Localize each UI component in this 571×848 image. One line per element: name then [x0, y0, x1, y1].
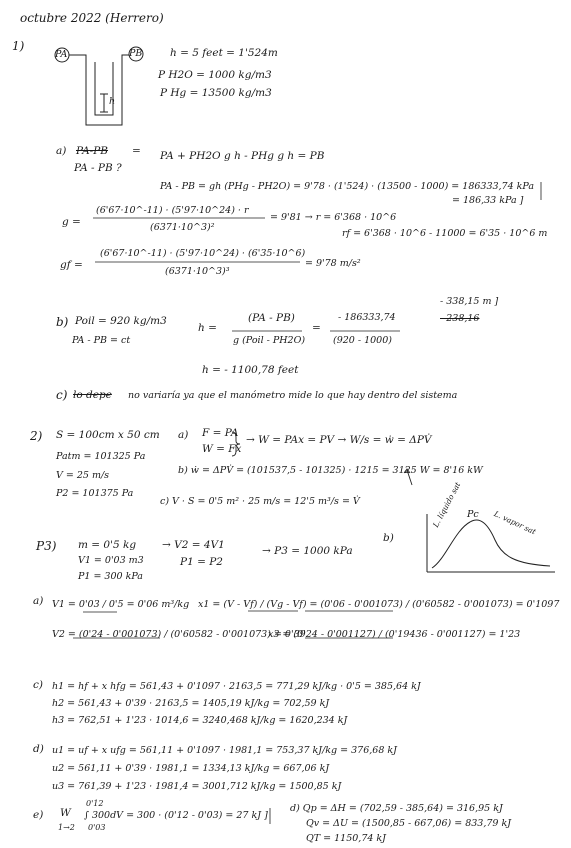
heat-total: QT = 1150,74 kJ [306, 833, 386, 844]
pressure-difference-eq: PA - PB = gh (PHg - PH2O) = 9'78 · (1'524) · (13500 - 1000) = 186333,74 kPa [160, 181, 535, 192]
p3-x1: x1 = (V - Vf) / (Vg - Vf) = (0'06 - 0'001073) / (0'60582 - 0'001073) = 0'1097 [198, 599, 560, 610]
pv-vapor-line-label: L. vapor sat [492, 509, 538, 537]
p2-part-b-result: b) ẇ = ΔPV̇ = (101537,5 - 101325) · 1215 = 3125 W = 8'16 kW [178, 465, 483, 476]
p3-x3: x3 = (0'24 - 0'001127) / (0'19436 - 0'001127) = 1'23 [268, 629, 521, 640]
problem-1-number: 1) [12, 39, 25, 53]
internal-energy-u2: u2 = 561,11 + 0'39 · 1981,1 = 1334,13 kJ/kg = 667,06 kJ [52, 763, 330, 774]
p3-given-v1: V1 = 0'03 m3 [78, 555, 144, 566]
p2-given-s: S = 100cm x 50 cm [56, 429, 160, 441]
problem-2-number: 2) [30, 429, 43, 443]
p2-given-p2: P2 = 101375 Pa [56, 488, 134, 499]
b-numerator: (PA - PB) [248, 312, 295, 324]
p3-v1: V1 = 0'03 / 0'5 = 0'06 m³/kg [52, 599, 190, 610]
b-result-struck: - 238,16 [440, 313, 480, 324]
heat-qp: d) Qp = ΔH = (702,59 - 385,64) = 316,95 kJ [290, 803, 503, 814]
p2-given-patm: Patm = 101325 Pa [56, 451, 146, 462]
g-numerator: (6'67·10^-11) · (5'97·10^24) · r [96, 205, 249, 216]
p3-v2: V2 = (0'24 - 0'001073) / (0'60582 - 0'001073) = 0'39 [52, 629, 306, 640]
b-denominator: g (Poil - PH2O) [233, 335, 306, 346]
b-given-oil: Poil = 920 kg/m3 [75, 315, 167, 327]
gf-result: = 9'78 m/s² [305, 258, 361, 269]
part-a-label: a) [56, 145, 67, 157]
b-given-ct: PA - PB = ct [72, 335, 131, 346]
gauge-a-label: PA [55, 49, 68, 60]
g-denominator: (6371·10^3)² [150, 222, 215, 233]
enthalpy-h1: h1 = hf + x hfg = 561,43 + 0'1097 · 2163,5 = 771,29 kJ/kg · 0'5 = 385,64 kJ [52, 681, 421, 692]
pressure-balance-eq: PA + PH2O g h - PHg g h = PB [160, 150, 325, 162]
problem-3-number: P3) [36, 539, 57, 553]
gauge-b-label: PB [129, 48, 143, 59]
pressure-difference-result: = 186,33 kPa ] [452, 195, 524, 206]
struck-text: PA-PB [76, 145, 109, 157]
p2-part-c-result: c) V · S = 0'5 m² · 25 m/s = 12'5 m³/s = V̇ [160, 496, 360, 507]
part-c-answer: no variaría ya que el manómetro mide lo que hay dentro del sistema [128, 390, 458, 401]
height-mark: h [109, 96, 116, 107]
p3-part-d-label: d) [33, 743, 44, 755]
pv-diagram [427, 514, 555, 572]
given-rho-water: P H2O = 1000 kg/m3 [158, 69, 272, 81]
g-result: = 9'81 → r = 6'368 · 10^6 [270, 212, 397, 223]
p3-part-c-label: c) [33, 679, 43, 691]
gf-denominator: (6371·10^3)³ [165, 266, 230, 277]
b-result-feet: h = - 1100,78 feet [202, 364, 299, 376]
internal-energy-u1: u1 = uf + x ufg = 561,11 + 0'1097 · 1981,1 = 753,37 kJ/kg = 376,68 kJ [52, 745, 397, 756]
b-numerator-value: - 186333,74 [338, 312, 396, 323]
p2-given-v: V = 25 m/s [56, 470, 110, 481]
b-result-m: - 338,15 m ] [440, 296, 499, 307]
rf-result: rf = 6'368 · 10^6 - 11000 = 6'35 · 10^6 m [342, 228, 548, 239]
work-integral: ∫ 300dV = 300 · (0'12 - 0'03) = 27 kJ ] [84, 810, 268, 821]
part-c-label: c) [56, 388, 68, 402]
part-b-label: b) [56, 315, 69, 329]
enthalpy-h2: h2 = 561,43 + 0'39 · 2163,5 = 1405,19 kJ/kg = 702,59 kJ [52, 698, 330, 709]
p3-part-a-label: a) [33, 595, 44, 607]
internal-energy-u3: u3 = 761,39 + 1'23 · 1981,4 = 3001,712 kJ/kg = 1500,85 kJ [52, 781, 342, 792]
p3-given-m: m = 0'5 kg [78, 539, 137, 551]
pv-critical-point: Pc [467, 509, 479, 520]
enthalpy-h3: h3 = 762,51 + 1'23 · 1014,6 = 3240,468 kJ/kg = 1620,234 kJ [52, 715, 348, 726]
p3-part-b-label: b) [383, 532, 394, 544]
given-h: h = 5 feet = 1'524m [170, 47, 278, 59]
pv-liquid-line-label: L. líquido sat [431, 480, 463, 529]
heat-qv: Qv = ΔU = (1500,85 - 667,06) = 833,79 kJ [306, 818, 512, 829]
notes-page: octubre 2022 (Herrero) 1) PA PB h h = 5 feet = 1'524m P H2O = 1000 kg/m3 P Hg = 13500 kg/m3 a) PA-PB = PA - PB ? PA + PH2O g h - PHg g h = PB PA - PB = gh (PHg - PH2O) = 9'78 · (1'524) · (13500 - 1000) = 186333,74 kPa = 186,33 kPa ] g = (6'67·10^-11) · (5'97·10^24) · r (6371·10^3)² = 9'81 → r = 6'368 · 10^6 rf = 6'368 · 10^6 - 11000 = 6'35 · 10^6 m gf = (6'67·10^-11) · (5'97·10^24) · (6'35·10^6) (6371·10^3)³ = 9'78 m/s² b) Poil = 920 kg/m3 PA - PB = ct h = (PA - PB) g (Poil - PH2O) = - 186333,74 (920 - 1000) - 338,15 m ] - 238,16 h = - 1100,78 feet c) lo depe no variaría ya que el manómetro mide lo que hay dentro del sistema 2) S = 100cm x 50 cm Patm = 101325 Pa V = 25 m/s P2 = 101375 Pa a) F = PA W = Fx → W = PAx = PV → W/s = ẇ = ΔPV̇ b) ẇ = ΔPV̇ = (101537,5 - 101325) · 1215 = 3125 W = 8'16 kW c) V · S = 0'5 m² · 25 m/s = 12'5 m³/s = V̇ P3) m = 0'5 kg V1 = 0'03 m3 P1 = 300 kPa → V2 = 4V1 P1 = P2 → P3 = 1000 kPa b) Pc L. líquido sat L. vapor sat a) V1 = 0'03 / 0'5 = 0'06 m³/kg x1 = (V - Vf) / (Vg - Vf) = (0'06 - 0'001073) / (0'60582 - 0'001073) = 0'1097 V2 = (0'24 - 0'001073) / (0'60582 - 0'001073) = 0'39 x3 = (0'24 - 0'001127) / (0'19436 - 0'001127) = 1'23 c) h1 = hf + x hfg = 561,43 + 0'1097 · 2163,5 = 771,29 kJ/kg · 0'5 = 385,64 kJ h2 = 561,43 + 0'39 · 2163,5 = 1405,19 kJ/kg = 702,59 kJ h3 = 762,51 + 1'23 · 1014,6 = 3240,468 kJ/kg = 1620,234 kJ d) u1 = uf + x ufg = 561,11 + 0'1097 · 1981,1 = 753,37 kJ/kg = 376,68 kJ u2 = 561,11 + 0'39 · 1981,1 = 1334,13 kJ/kg = 667,06 kJ u3 = 761,39 + 1'23 · 1981,4 = 3001,712 kJ/kg = 1500,85 kJ e) W 1→2 ∫ 300dV = 300 · (0'12 - 0'03) = 27 kJ ] 0'12 0'03 d) Qp = ΔH = (702,59 - 385,64) = 316,95 kJ Qv = ΔU = (1500,85 - 667,06) = 833,79 kJ QT = 1150,74 kJ [0, 0, 571, 848]
page-title: octubre 2022 (Herrero) [20, 11, 164, 25]
b-denominator-value: (920 - 1000) [333, 335, 392, 346]
p3-part-e-label: e) [33, 809, 44, 821]
gf-numerator: (6'67·10^-11) · (5'97·10^24) · (6'35·10^6) [100, 248, 306, 259]
part-a-question: PA - PB ? [74, 162, 122, 174]
given-rho-hg: P Hg = 13500 kg/m3 [160, 87, 272, 99]
p3-given-p1: P1 = 300 kPa [78, 571, 143, 582]
p2-part-a-label: a) [178, 429, 189, 441]
p2-part-a-result: → W = PAx = PV → W/s = ẇ = ΔPV̇ [246, 434, 432, 446]
